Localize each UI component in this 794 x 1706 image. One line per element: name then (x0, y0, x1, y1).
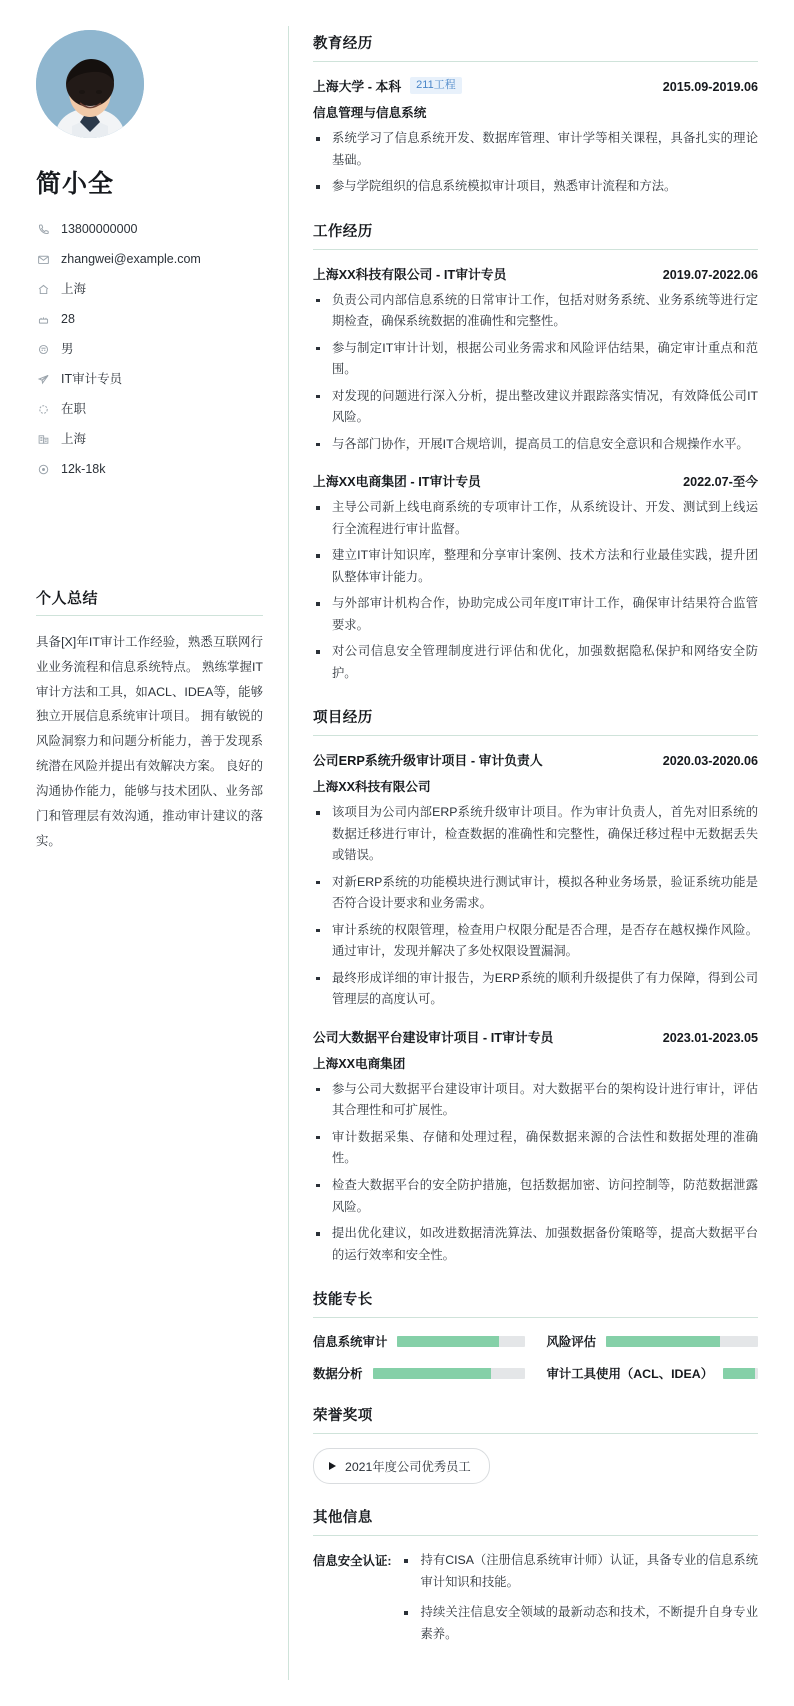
building-icon (36, 433, 50, 447)
section-title-awards: 荣誉奖项 (313, 1404, 758, 1434)
section-title-projects: 项目经历 (313, 706, 758, 736)
contact-list (22, 222, 263, 477)
list-item: 持有CISA（注册信息系统审计师）认证，具备专业的信息系统审计知识和技能。 (401, 1550, 758, 1593)
work-bullets (313, 290, 758, 456)
list-item: 建立IT审计知识库，整理和分享审计案例、技术方法和行业最佳实践，提升团队整体审计能力。 (313, 545, 758, 588)
skill-progress-track (397, 1336, 524, 1347)
skill-progress-fill (373, 1368, 492, 1379)
avatar (36, 30, 144, 138)
contact-value: 13800000000 (61, 222, 138, 236)
project-date: 2023.01-2023.05 (662, 1030, 758, 1045)
skills-grid (313, 1332, 758, 1382)
skill-item (547, 1364, 759, 1382)
triangle-right-icon (329, 1462, 336, 1470)
other-group-body (401, 1550, 758, 1654)
skill-item (313, 1364, 525, 1382)
contact-value: zhangwei@example.com (61, 252, 201, 266)
section-skills (313, 1288, 758, 1382)
project-title: 公司ERP系统升级审计项目 - 审计负责人 (313, 753, 543, 769)
entry-head (313, 264, 758, 283)
contact-value: 上海 (61, 282, 87, 296)
award-label: 2021年度公司优秀员工 (345, 1460, 471, 1475)
list-item: 参与制定IT审计计划，根据公司业务需求和风险评估结果，确定审计重点和范围。 (313, 338, 758, 381)
education-entry (313, 76, 758, 198)
skill-progress-track (606, 1336, 758, 1347)
work-title: 上海XX科技有限公司 - IT审计专员 (313, 266, 507, 282)
list-item: 审计数据采集、存储和处理过程，确保数据来源的合法性和数据处理的准确性。 (313, 1127, 758, 1170)
list-item: 负责公司内部信息系统的日常审计工作，包括对财务系统、业务系统等进行定期检查，确保系统数据的准确性和完整性。 (313, 290, 758, 333)
sidebar (0, 0, 289, 1706)
education-tag: 211工程 (410, 77, 462, 93)
contact-item-city (36, 282, 263, 297)
section-title-skills: 技能专长 (313, 1288, 758, 1318)
main-content (289, 0, 794, 1706)
project-date: 2020.03-2020.06 (662, 754, 758, 769)
envelope-icon (36, 253, 50, 267)
cake-icon (36, 313, 50, 327)
contact-item-salary (36, 462, 263, 477)
list-item: 与外部审计机构合作，协助完成公司年度IT审计工作，确保审计结果符合监管要求。 (313, 593, 758, 636)
project-company: 上海XX科技有限公司 (313, 780, 431, 795)
skill-label: 数据分析 (313, 1367, 363, 1382)
work-entry (313, 471, 758, 684)
award-list (313, 1448, 758, 1484)
contact-value: 28 (61, 312, 75, 326)
work-date: 2019.07-2022.06 (662, 267, 758, 282)
gender-icon (36, 343, 50, 357)
skill-label: 风险评估 (546, 1335, 597, 1350)
entry-head (313, 1027, 758, 1046)
entry-head (313, 76, 758, 95)
section-title-work: 工作经历 (313, 220, 758, 250)
list-item: 检查大数据平台的安全防护措施，包括数据加密、访问控制等，防范数据泄露风险。 (313, 1175, 758, 1218)
contact-item-position (36, 372, 263, 387)
skill-label: 审计工具使用（ACL、IDEA） (546, 1367, 714, 1382)
list-item: 系统学习了信息系统开发、数据库管理、审计学等相关课程，具备扎实的理论基础。 (313, 128, 758, 171)
skill-progress-track (373, 1368, 525, 1379)
section-title-other: 其他信息 (313, 1506, 758, 1536)
list-item: 审计系统的权限管理，检查用户权限分配是否合理，是否存在越权操作风险。通过审计，发现并解决了多处权限设置漏洞。 (313, 920, 758, 963)
section-education (313, 32, 758, 198)
section-work (313, 220, 758, 685)
section-other (313, 1506, 758, 1654)
list-item: 对发现的问题进行深入分析，提出整改建议并跟踪落实情况，有效降低公司IT风险。 (313, 386, 758, 429)
work-date: 2022.07-至今 (683, 475, 758, 490)
contact-value: 男 (61, 342, 74, 356)
entry-head (313, 471, 758, 490)
education-major: 信息管理与信息系统 (313, 106, 427, 120)
award-badge[interactable] (313, 1448, 490, 1484)
other-bullets (401, 1550, 758, 1645)
project-title: 公司大数据平台建设审计项目 - IT审计专员 (313, 1029, 554, 1045)
entry-head (313, 750, 758, 769)
skill-progress-track (723, 1368, 758, 1379)
section-awards (313, 1404, 758, 1484)
personal-summary-section (22, 587, 263, 853)
education-school-label: 上海大学 - 本科 (313, 79, 402, 94)
project-company: 上海XX电商集团 (313, 1056, 406, 1071)
list-item: 该项目为公司内部ERP系统升级审计项目。作为审计负责人，首先对旧系统的数据迁移进行审计，检查数据的准确性和完整性，确保迁移过程中无数据丢失或错误。 (313, 802, 758, 867)
work-title: 上海XX电商集团 - IT审计专员 (313, 474, 481, 490)
contact-value: IT审计专员 (61, 372, 123, 386)
skill-item (547, 1332, 759, 1350)
contact-item-age (36, 312, 263, 327)
contact-item-workplace (36, 432, 263, 447)
work-bullets (313, 497, 758, 684)
project-bullets (313, 802, 758, 1011)
section-projects (313, 706, 758, 1266)
project-bullets (313, 1079, 758, 1266)
education-bullets (313, 128, 758, 198)
work-entry (313, 264, 758, 456)
contact-item-gender (36, 342, 263, 357)
skill-progress-fill (723, 1368, 754, 1379)
list-item: 主导公司新上线电商系统的专项审计工作，从系统设计、开发、测试到上线运行全流程进行审计监督。 (313, 497, 758, 540)
list-item: 最终形成详细的审计报告，为ERP系统的顺利升级提供了有力保障，得到公司管理层的高度认可。 (313, 968, 758, 1011)
project-entry (313, 750, 758, 1011)
avatar-wrap (22, 30, 263, 138)
person-name: 简小全 (36, 170, 115, 198)
list-item: 与各部门协作，开展IT合规培训，提高员工的信息安全意识和合规操作水平。 (313, 434, 758, 456)
personal-summary-title: 个人总结 (36, 587, 263, 616)
list-item: 对公司信息安全管理制度进行评估和优化，加强数据隐私保护和网络安全防护。 (313, 641, 758, 684)
paper-plane-icon (36, 373, 50, 387)
contact-value: 在职 (61, 402, 87, 416)
contact-value: 上海 (61, 432, 87, 446)
education-date: 2015.09-2019.06 (662, 80, 758, 94)
contact-item-status (36, 402, 263, 417)
list-item: 持续关注信息安全领域的最新动态和技术，不断提升自身专业素养。 (401, 1602, 758, 1645)
phone-icon (36, 223, 50, 237)
salary-icon (36, 463, 50, 477)
skill-progress-fill (397, 1336, 499, 1347)
contact-value: 12k-18k (61, 462, 106, 476)
other-group-label: 信息安全认证: (313, 1554, 392, 1569)
list-item: 对新ERP系统的功能模块进行测试审计，模拟各种业务场景，验证系统功能是否符合设计要求和业务需求。 (313, 872, 758, 915)
skill-label: 信息系统审计 (313, 1335, 388, 1350)
home-icon (36, 283, 50, 297)
list-item: 参与公司大数据平台建设审计项目。对大数据平台的架构设计进行审计，评估其合理性和可扩展性。 (313, 1079, 758, 1122)
personal-summary-text: 具备[X]年IT审计工作经验，熟悉互联网行业业务流程和信息系统特点。 熟练掌握IT审计方法和工具，如ACL、IDEA等，能够独立开展信息系统审计项目。 拥有敏锐的风险洞察力和问题分析能力，善于发现系统潜在风险并提出有效解决方案。 良好的沟通协作能力，能够与技术团队、业务部门和管理层有效沟通，推动审计建议的落实。 (36, 635, 263, 848)
contact-item-phone (36, 222, 263, 237)
education-school (313, 76, 653, 95)
list-item: 提出优化建议，如改进数据清洗算法、加强数据备份策略等，提高大数据平台的运行效率和安全性。 (313, 1223, 758, 1266)
skill-progress-fill (606, 1336, 720, 1347)
contact-item-email (36, 252, 263, 267)
list-item: 参与学院组织的信息系统模拟审计项目，熟悉审计流程和方法。 (313, 176, 758, 198)
project-entry (313, 1027, 758, 1266)
status-icon (36, 403, 50, 417)
other-group (313, 1550, 758, 1654)
skill-item (313, 1332, 525, 1350)
section-title-education: 教育经历 (313, 32, 758, 62)
